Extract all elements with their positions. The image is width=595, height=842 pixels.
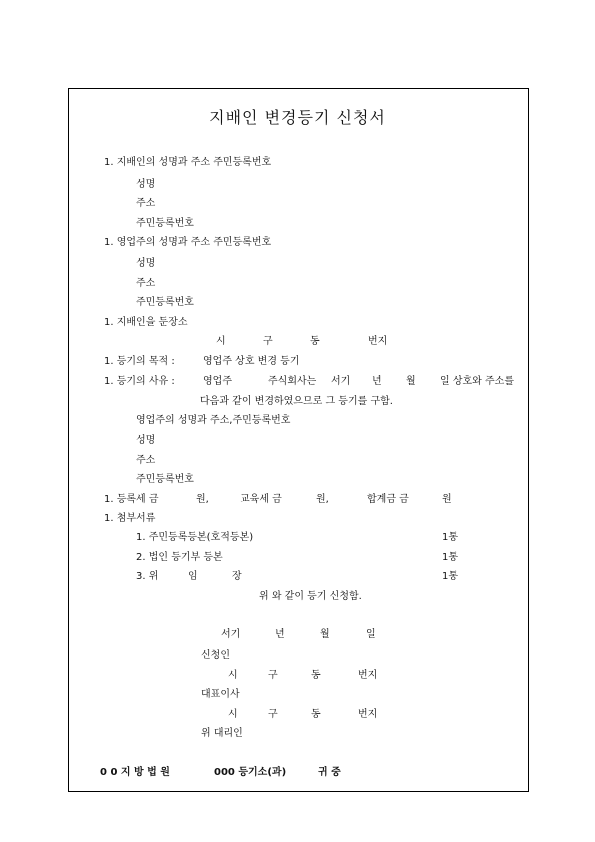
s5-address-label: 주소 [136,455,156,466]
footer-registry: 000 등기소(과) [214,767,287,778]
s5-wol: 월 [406,376,416,387]
s1-address-label: 주소 [136,198,156,209]
s4-heading: 1. 등기의 목적 : [104,356,175,367]
s5-company: 주식회사는 [268,376,317,387]
s5-name-label: 성명 [136,435,156,446]
attachment-item-3-wi: 3. 위 [136,571,159,582]
s4-value: 영업주 상호 변경 등기 [203,356,300,367]
applicant-dong: 동 [311,670,321,681]
total-amount-won: 원 [442,494,452,505]
footer-court: 0 0 지 방 법 원 [100,767,170,778]
attachment-count-3: 1통 [442,571,459,582]
closing-statement: 위 와 같이 등기 신청함. [259,591,362,602]
s5-il: 일 상호와 주소를 [440,376,514,387]
s3-heading: 1. 지배인을 둔장소 [104,317,188,328]
s3-dong: 동 [310,336,320,347]
s1-name-label: 성명 [136,179,156,190]
s5-sub-heading: 영업주의 성명과 주소,주민등록번호 [136,415,291,426]
date-nyeon: 년 [275,629,285,640]
registration-tax-won: 원, [196,494,209,505]
footer-addressee: 귀 중 [318,767,341,778]
s5-line2: 다음과 같이 변경하였으므로 그 등기를 구함. [200,396,393,407]
s5-heading: 1. 등기의 사유 : [104,376,175,387]
s2-name-label: 성명 [136,258,156,269]
attachment-item-3-jang: 장 [232,571,242,582]
attachment-item-1: 1. 주민등록등본(호적등본) [136,532,254,543]
s3-beonji: 번지 [368,336,388,347]
representative-si: 시 [228,709,238,720]
attachment-count-1: 1통 [442,532,459,543]
attachment-count-2: 1통 [442,552,459,563]
s5-rrn-label: 주민등록번호 [136,474,194,485]
representative-gu: 구 [268,709,278,720]
education-tax-won: 원, [316,494,329,505]
registration-tax: 1. 등록세 금 [104,494,159,505]
representative-dong: 동 [311,709,321,720]
applicant-gu: 구 [268,670,278,681]
s5-nyeon: 년 [372,376,382,387]
s3-gu: 구 [263,336,273,347]
attachments-heading: 1. 첨부서류 [104,513,156,524]
s2-heading: 1. 영업주의 성명과 주소 주민등록번호 [104,237,272,248]
s5-owner: 영업주 [203,376,232,387]
document-title: 지배인 변경등기 신청서 [209,108,386,127]
s2-address-label: 주소 [136,278,156,289]
education-tax: 교육세 금 [240,494,282,505]
applicant-beonji: 번지 [358,670,378,681]
applicant-si: 시 [228,670,238,681]
agent-label: 위 대리인 [201,728,243,739]
date-wol: 월 [320,629,330,640]
s5-seogi: 서기 [331,376,351,387]
attachment-item-3-im: 임 [188,571,198,582]
s1-rrn-label: 주민등록번호 [136,218,194,229]
attachment-item-2: 2. 법인 등기부 등본 [136,552,223,563]
date-seogi: 서기 [221,629,241,640]
s3-si: 시 [216,336,226,347]
applicant-label: 신청인 [201,650,230,661]
representative-label: 대표이사 [201,689,240,700]
total-amount: 합계금 금 [367,494,409,505]
date-il: 일 [366,629,376,640]
s2-rrn-label: 주민등록번호 [136,297,194,308]
representative-beonji: 번지 [358,709,378,720]
s1-heading: 1. 지배인의 성명과 주소 주민등록번호 [104,157,272,168]
